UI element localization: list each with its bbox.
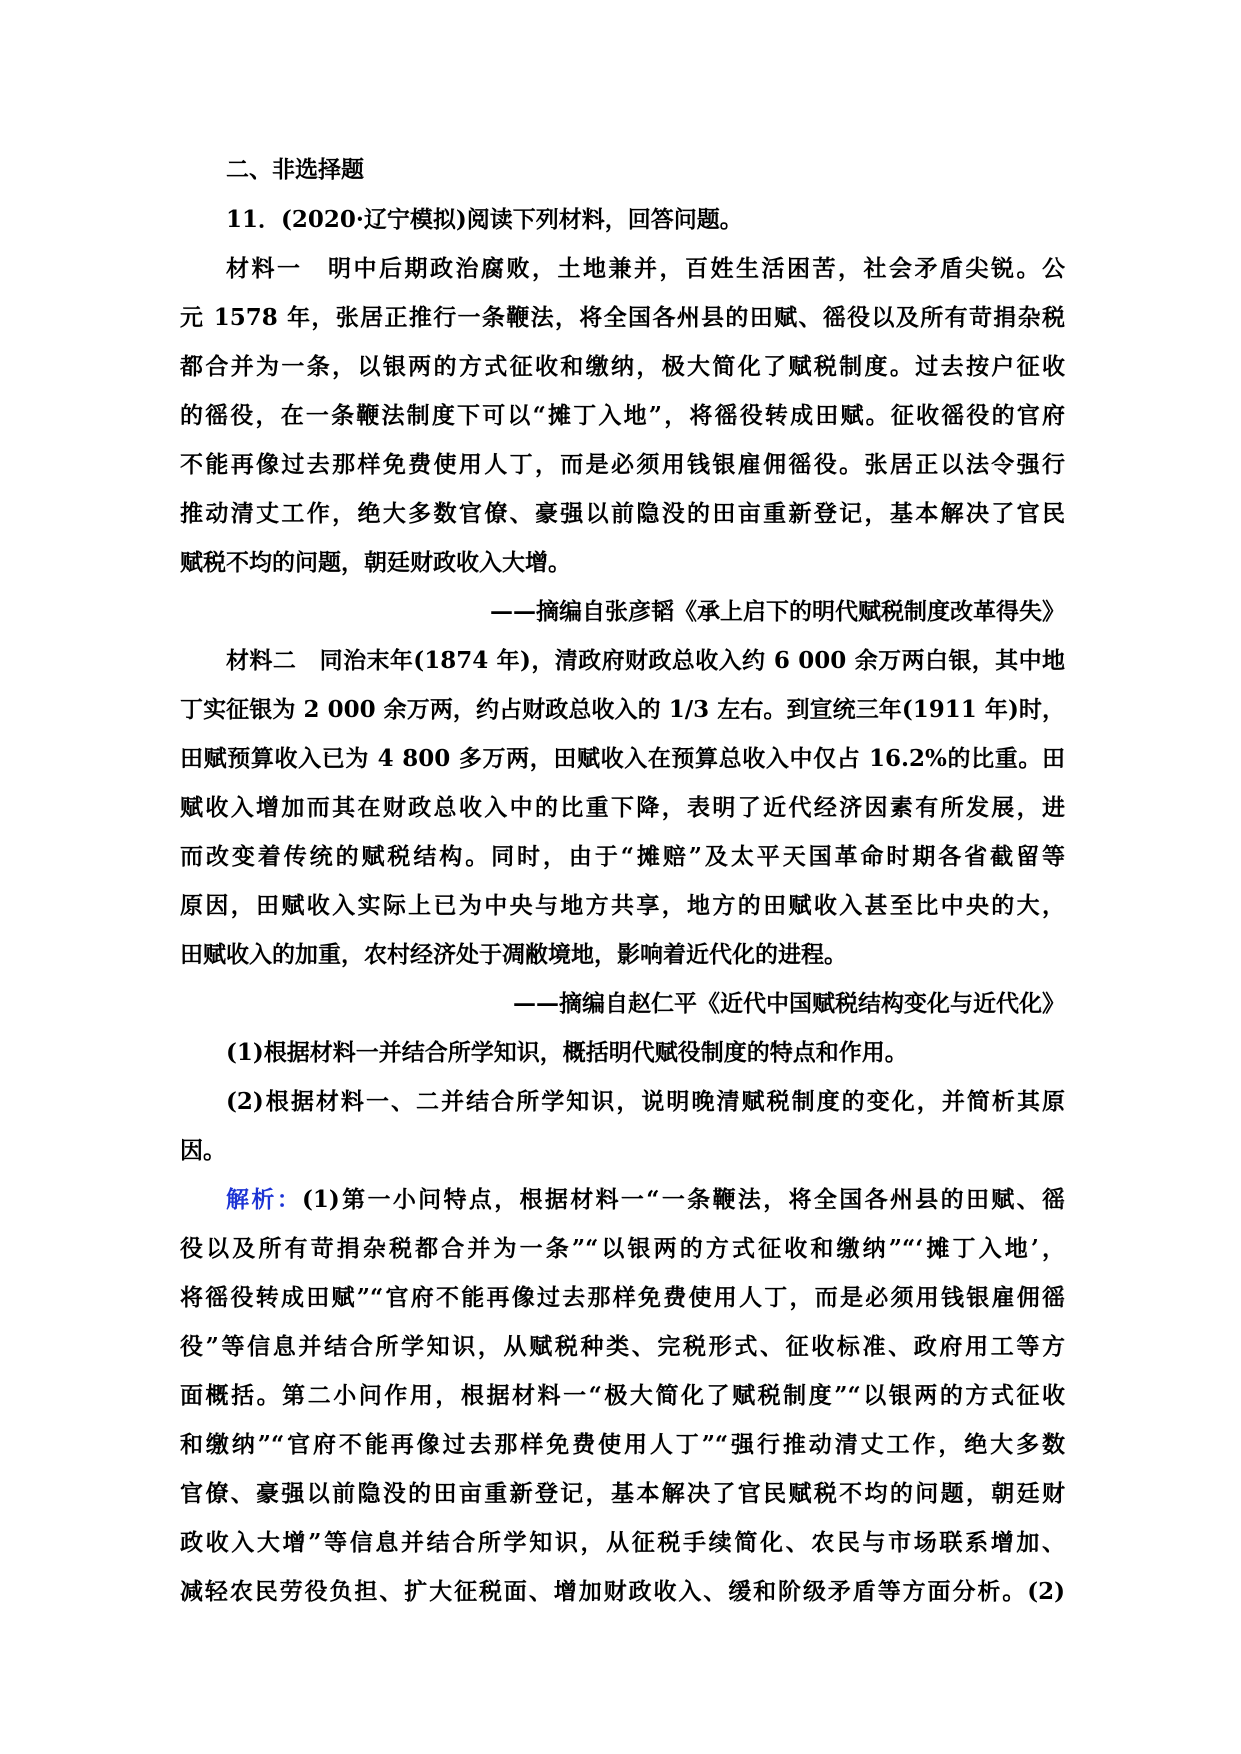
analysis-line-1 [180,1175,1065,1224]
material2-line-1 [180,636,1065,685]
question-1: (1)根据材料一并结合所学知识，概括明代赋役制度的特点和作用。 [226,1039,908,1066]
analysis-line-6: 和缴纳”“官府不能再像过去那样免费使用人丁”“强行推动清丈工作，绝大多数 [180,1431,1065,1458]
material1-line-7: 赋税不均的问题，朝廷财政收入大增。 [180,549,571,576]
material1-source: ——摘编自张彦韬《承上启下的明代赋税制度改革得失》 [490,598,1065,625]
analysis-line-3: 将徭役转成田赋”“官府不能再像过去那样免费使用人丁，而是必须用钱银雇佣徭 [180,1284,1065,1311]
analysis-line-5: 面概括。第二小问作用，根据材料一“极大简化了赋税制度”“以银两的方式征收 [180,1382,1065,1409]
material1-line-4: 的徭役，在一条鞭法制度下可以“摊丁入地”，将徭役转成田赋。征收徭役的官府 [180,402,1065,429]
material2-line-6: 原因，田赋收入实际上已为中央与地方共享，地方的田赋收入甚至比中央的大， [180,892,1065,919]
material1-line-1 [180,244,1065,293]
analysis-line-8: 政收入大增”等信息并结合所学知识，从征税手续简化、农民与市场联系增加、 [180,1529,1065,1556]
analysis-line-2: 役以及所有苛捐杂税都合并为一条”“以银两的方式征收和缴纳”“‘摊丁入地’， [180,1235,1065,1262]
material1-text-1: 明中后期政治腐败，土地兼并，百姓生活困苦，社会矛盾尖锐。公 [302,255,1065,282]
section-heading: 二、非选择题 [226,157,364,183]
analysis-line-4: 役”等信息并结合所学知识，从赋税种类、完税形式、征收标准、政府用工等方 [180,1333,1065,1360]
analysis-label: 解析： [226,1187,303,1213]
material1-line-6: 推动清丈工作，绝大多数官僚、豪强以前隐没的田亩重新登记，基本解决了官民 [180,500,1065,527]
material2-line-4: 赋收入增加而其在财政总收入中的比重下降，表明了近代经济因素有所发展，进 [180,794,1065,821]
material2-line-5: 而改变着传统的赋税结构。同时，由于“摊赔”及太平天国革命时期各省截留等 [180,843,1065,870]
analysis-line-9: 减轻农民劳役负担、扩大征税面、增加财政收入、缓和阶级矛盾等方面分析。(2) [180,1578,1065,1605]
material1-label: 材料一 [226,256,303,282]
material2-text-1: 同治末年(1874 年)，清政府财政总收入约 6 000 余万两白银，其中地 [296,647,1066,674]
material2-source: ——摘编自赵仁平《近代中国赋税结构变化与近代化》 [513,990,1065,1017]
material1-line-5: 不能再像过去那样免费使用人丁，而是必须用钱银雇佣徭役。张居正以法令强行 [180,451,1065,478]
material1-line-2: 元 1578 年，张居正推行一条鞭法，将全国各州县的田赋、徭役以及所有苛捐杂税 [180,304,1065,331]
material1-line-3: 都合并为一条，以银两的方式征收和缴纳，极大简化了赋税制度。过去按户征收 [180,353,1065,380]
material2-line-2: 丁实征银为 2 000 余万两，约占财政总收入的 1/3 左右。到宣统三年(1911 年)时， [180,696,1065,723]
material2-line-7: 田赋收入的加重，农村经济处于凋敝境地，影响着近代化的进程。 [180,941,847,968]
question-header: 11．(2020·辽宁模拟)阅读下列材料，回答问题。 [226,206,743,233]
material2-line-3: 田赋预算收入已为 4 800 多万两，田赋收入在预算总收入中仅占 16.2%的比重。田 [180,745,1065,772]
analysis-line-7: 官僚、豪强以前隐没的田亩重新登记，基本解决了官民赋税不均的问题，朝廷财 [180,1480,1065,1507]
analysis-text-1: (1)第一小问特点，根据材料一“一条鞭法，将全国各州县的田赋、徭 [302,1186,1065,1213]
question-2-line-2: 因。 [180,1137,226,1164]
document-content [180,146,1065,1616]
question-2-line-1: (2)根据材料一、二并结合所学知识，说明晚清赋税制度的变化，并简析其原 [226,1088,1065,1115]
material2-label: 材料二 [226,648,297,674]
